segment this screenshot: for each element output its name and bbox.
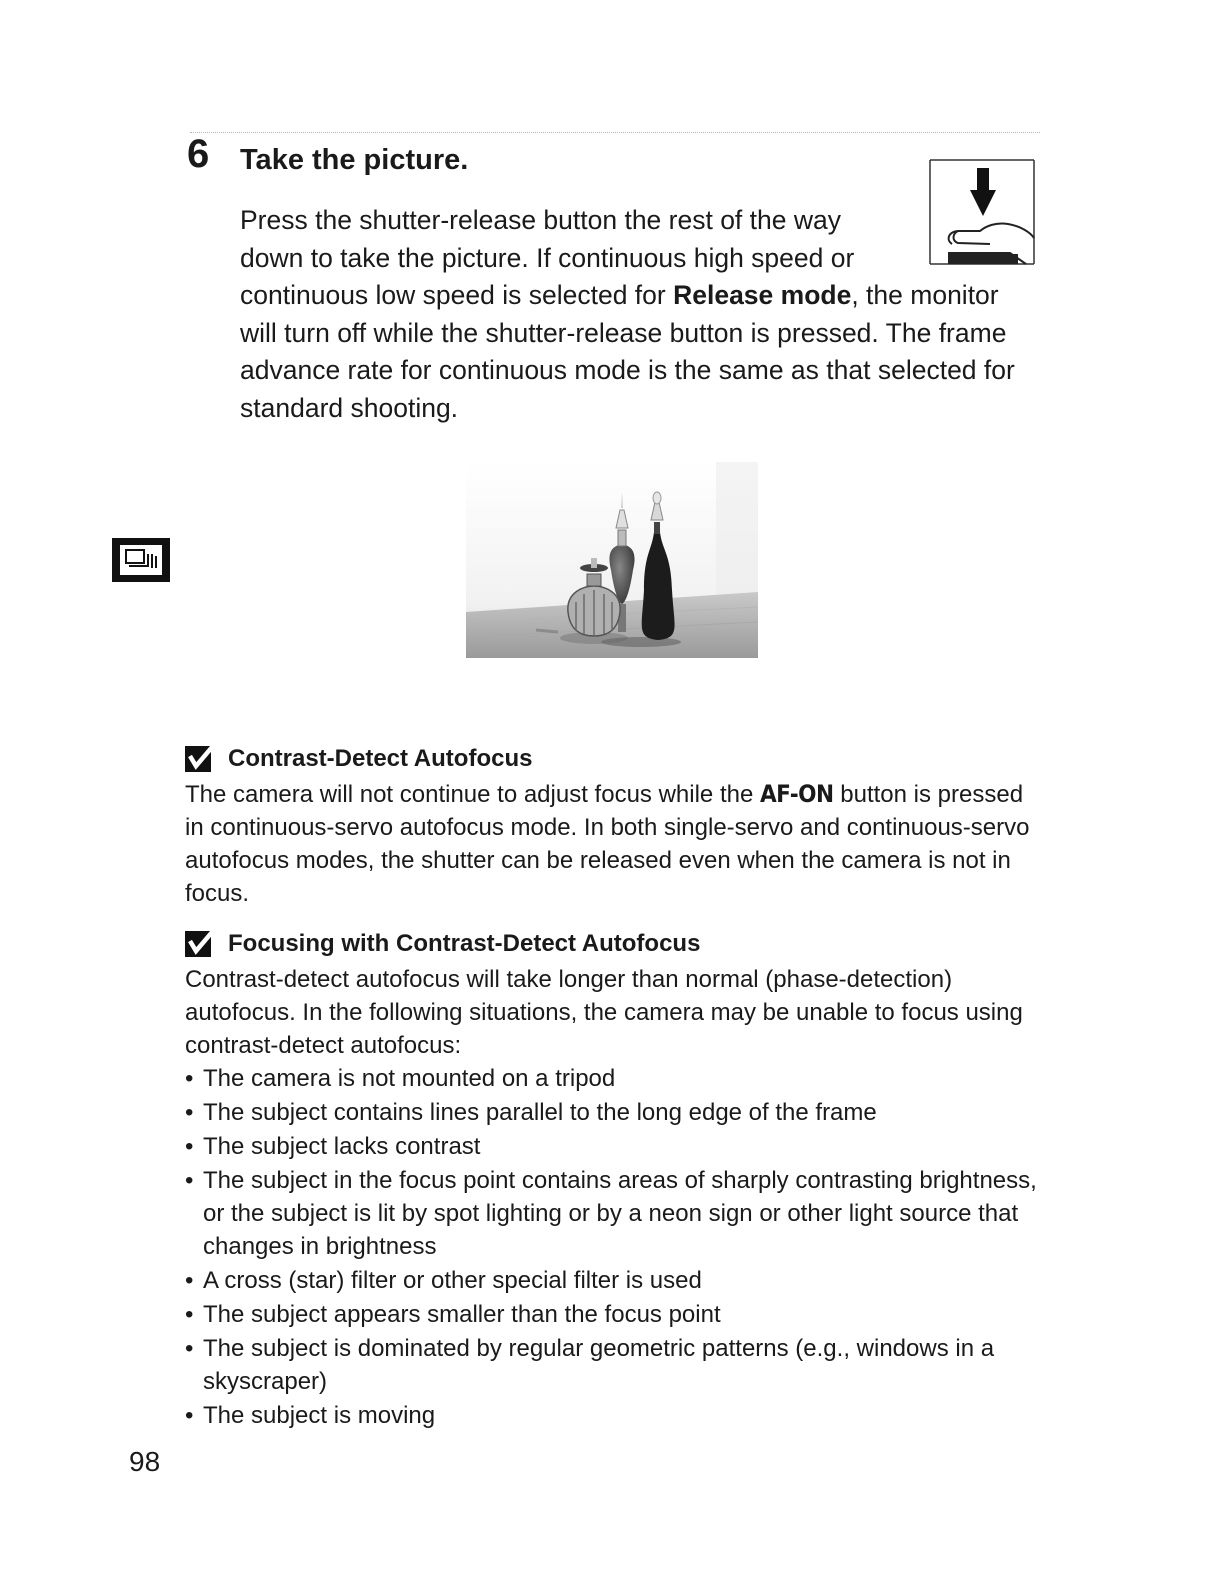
step-body-text-1: Press the shutter-release button the rest of the way down to take the picture. If continuous high speed or continuous low speed is selected for xyxy=(240,205,855,310)
note-heading xyxy=(185,925,1045,963)
step-body-text-2: , the monitor will turn off while the shutter-release button is pressed. The frame advance rate for continuous mode is the same as that selected for standard shooting. xyxy=(240,280,1015,423)
shutter-press-icon xyxy=(928,158,1036,266)
af-on-key-label: AF-ON xyxy=(759,780,834,808)
list-item: • The subject contains lines parallel to the long edge of the frame xyxy=(185,1096,1045,1129)
note-body-text-2: button is pressed in continuous-servo autofocus mode. In both single-servo and continuous-servo autofocus modes, the shutter can be released even when the camera is not in focus. xyxy=(185,781,1030,907)
caution-check-icon xyxy=(185,744,215,774)
step-body xyxy=(240,202,1030,427)
page-number: 98 xyxy=(129,1446,161,1477)
note-contrast-detect-af xyxy=(185,740,1045,910)
list-item: • The subject is dominated by regular geometric patterns (e.g., windows in a skyscraper) xyxy=(185,1332,1045,1398)
note-title: Focusing with Contrast-Detect Autofocus xyxy=(228,930,701,957)
release-mode-label: Release mode xyxy=(673,280,852,310)
list-item: • The camera is not mounted on a tripod xyxy=(185,1062,1045,1095)
situation-list xyxy=(185,1062,1045,1432)
live-view-tab-icon xyxy=(112,538,170,582)
note-body xyxy=(185,778,1045,910)
list-item: • The subject in the focus point contains areas of sharply contrasting brightness, or the subject is lit by spot lighting or by a neon sign or other light source that changes in brightness xyxy=(185,1164,1045,1263)
note-intro: Contrast-detect autofocus will take longer than normal (phase-detection) autofocus. In the following situations, the camera may be unable to focus using contrast-detect autofocus: xyxy=(185,966,1023,1059)
note-body-text-1: The camera will not continue to adjust focus while the xyxy=(185,781,760,808)
caution-check-icon xyxy=(185,929,215,959)
list-item: • The subject appears smaller than the focus point xyxy=(185,1298,1045,1331)
list-item: • The subject is moving xyxy=(185,1399,1045,1432)
note-heading xyxy=(185,740,1045,778)
step-number: 6 xyxy=(187,132,210,176)
list-item: • A cross (star) filter or other special filter is used xyxy=(185,1264,1045,1297)
step-title: Take the picture. xyxy=(240,144,469,176)
list-item: • The subject lacks contrast xyxy=(185,1130,1045,1163)
top-rule xyxy=(190,132,1040,133)
note-focusing-contrast-detect xyxy=(185,925,1045,1433)
perfume-bottles-photo xyxy=(466,462,758,658)
note-title: Contrast-Detect Autofocus xyxy=(228,745,533,772)
